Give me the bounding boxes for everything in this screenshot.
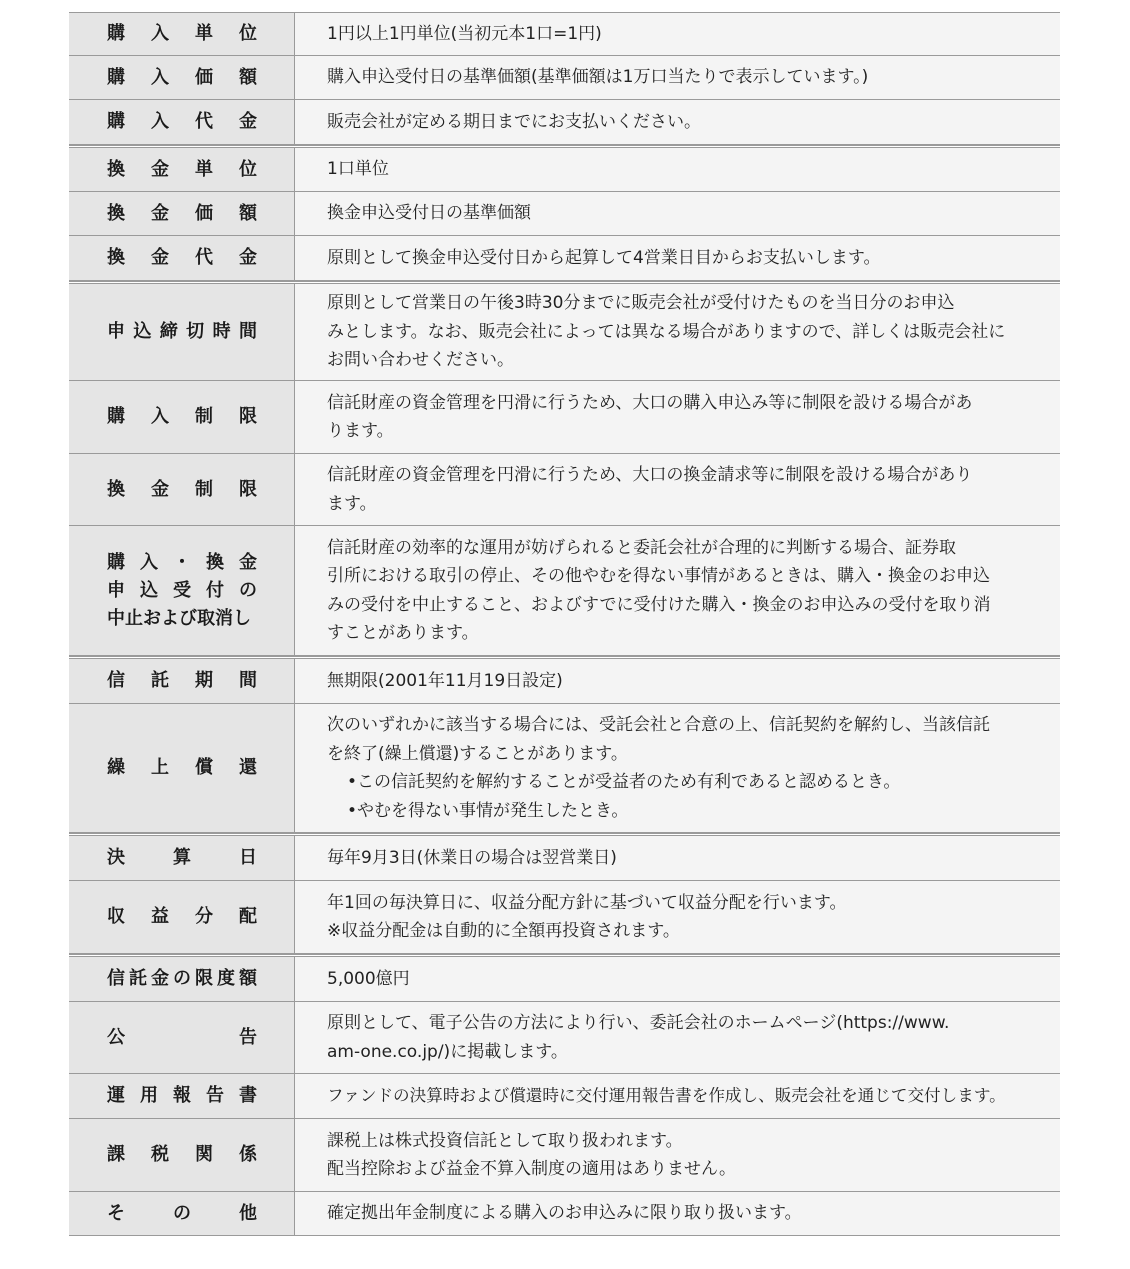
table-row bbox=[69, 656, 1060, 704]
row-label: 運 用 報 告 書 bbox=[69, 1074, 295, 1118]
row-value: 換金申込受付日の基準価額 bbox=[295, 192, 1060, 235]
table-row bbox=[69, 192, 1060, 236]
fund-terms-table bbox=[69, 12, 1060, 1236]
table-row bbox=[69, 454, 1060, 526]
row-label: そ の 他 bbox=[69, 1192, 295, 1235]
row-label: 信 託 期 間 bbox=[69, 659, 295, 703]
table-row bbox=[69, 12, 1060, 56]
row-value: 次のいずれかに該当する場合には、受託会社と合意の上、信託契約を解約し、当該信託 を終了(繰上償還)することがあります。 •この信託契約を解約することが受益者のため有利であると認めるとき。 •やむを得ない事情が発生したとき。 bbox=[295, 704, 1060, 832]
row-label: 信 託 金 の 限 度 額 bbox=[69, 957, 295, 1001]
table-row bbox=[69, 236, 1060, 281]
row-label: 申 込 締 切 時 間 bbox=[69, 284, 295, 380]
table-row bbox=[69, 381, 1060, 454]
row-label: 公 告 bbox=[69, 1002, 295, 1073]
table-row bbox=[69, 833, 1060, 881]
table-row bbox=[69, 1192, 1060, 1236]
row-label: 購 入 ・ 換 金 申 込 受 付 の 中止および取消し bbox=[69, 526, 295, 655]
table-row bbox=[69, 1074, 1060, 1119]
table-row bbox=[69, 526, 1060, 656]
table-row bbox=[69, 281, 1060, 381]
table-row bbox=[69, 1119, 1060, 1192]
bullet-item: •やむを得ない事情が発生したとき。 bbox=[347, 800, 629, 821]
row-value: 年1回の毎決算日に、収益分配方針に基づいて収益分配を行います。 ※収益分配金は自動的に全額再投資されます。 bbox=[295, 881, 1060, 953]
row-value: 信託財産の資金管理を円滑に行うため、大口の購入申込み等に制限を設ける場合があ ります。 bbox=[295, 381, 1060, 453]
row-value: 課税上は株式投資信託として取り扱われます。 配当控除および益金不算入制度の適用はありません。 bbox=[295, 1119, 1060, 1191]
row-label: 換 金 制 限 bbox=[69, 454, 295, 525]
row-value: 販売会社が定める期日までにお支払いください。 bbox=[295, 100, 1060, 144]
row-label: 換 金 単 位 bbox=[69, 148, 295, 191]
row-value: 購入申込受付日の基準価額(基準価額は1万口当たりで表示しています。) bbox=[295, 56, 1060, 99]
table-row bbox=[69, 1002, 1060, 1074]
table-row bbox=[69, 100, 1060, 145]
row-value: ファンドの決算時および償還時に交付運用報告書を作成し、販売会社を通じて交付します。 bbox=[295, 1074, 1060, 1118]
row-value: 原則として営業日の午後3時30分までに販売会社が受付けたものを当日分のお申込 みとします。なお、販売会社によっては異なる場合がありますので、詳しくは販売会社に お問い合わせください。 bbox=[295, 284, 1060, 380]
row-value: 無期限(2001年11月19日設定) bbox=[295, 659, 1060, 703]
table-row bbox=[69, 881, 1060, 954]
table-row bbox=[69, 954, 1060, 1002]
table-row bbox=[69, 56, 1060, 100]
table-row bbox=[69, 704, 1060, 833]
row-label: 購 入 代 金 bbox=[69, 100, 295, 144]
row-value: 原則として換金申込受付日から起算して4営業日目からお支払いします。 bbox=[295, 236, 1060, 280]
row-label: 決 算 日 bbox=[69, 836, 295, 880]
row-value: 原則として、電子公告の方法により行い、委託会社のホームページ(https://www. am-one.co.jp/)に掲載します。 bbox=[295, 1002, 1060, 1073]
row-value: 5,000億円 bbox=[295, 957, 1060, 1001]
row-label: 購 入 制 限 bbox=[69, 381, 295, 453]
row-label: 購 入 価 額 bbox=[69, 56, 295, 99]
row-label: 課 税 関 係 bbox=[69, 1119, 295, 1191]
row-value: 信託財産の資金管理を円滑に行うため、大口の換金請求等に制限を設ける場合があり ます。 bbox=[295, 454, 1060, 525]
row-label: 換 金 代 金 bbox=[69, 236, 295, 280]
row-label: 収 益 分 配 bbox=[69, 881, 295, 953]
row-label: 換 金 価 額 bbox=[69, 192, 295, 235]
row-label: 繰 上 償 還 bbox=[69, 704, 295, 832]
row-label: 購 入 単 位 bbox=[69, 13, 295, 55]
table-row bbox=[69, 145, 1060, 192]
bullet-item: •この信託契約を解約することが受益者のため有利であると認めるとき。 bbox=[347, 772, 901, 792]
row-value: 1円以上1円単位(当初元本1口=1円) bbox=[295, 13, 1060, 55]
row-value: 確定拠出年金制度による購入のお申込みに限り取り扱います。 bbox=[295, 1192, 1060, 1235]
row-value: 毎年9月3日(休業日の場合は翌営業日) bbox=[295, 836, 1060, 880]
row-value: 1口単位 bbox=[295, 148, 1060, 191]
row-value: 信託財産の効率的な運用が妨げられると委託会社が合理的に判断する場合、証券取 引所における取引の停止、その他やむを得ない事情があるときは、購入・換金のお申込 みの受付を中止すること、およびすでに受付けた購入・換金のお申込みの受付を取り消 すことがあります。 bbox=[295, 526, 1060, 655]
